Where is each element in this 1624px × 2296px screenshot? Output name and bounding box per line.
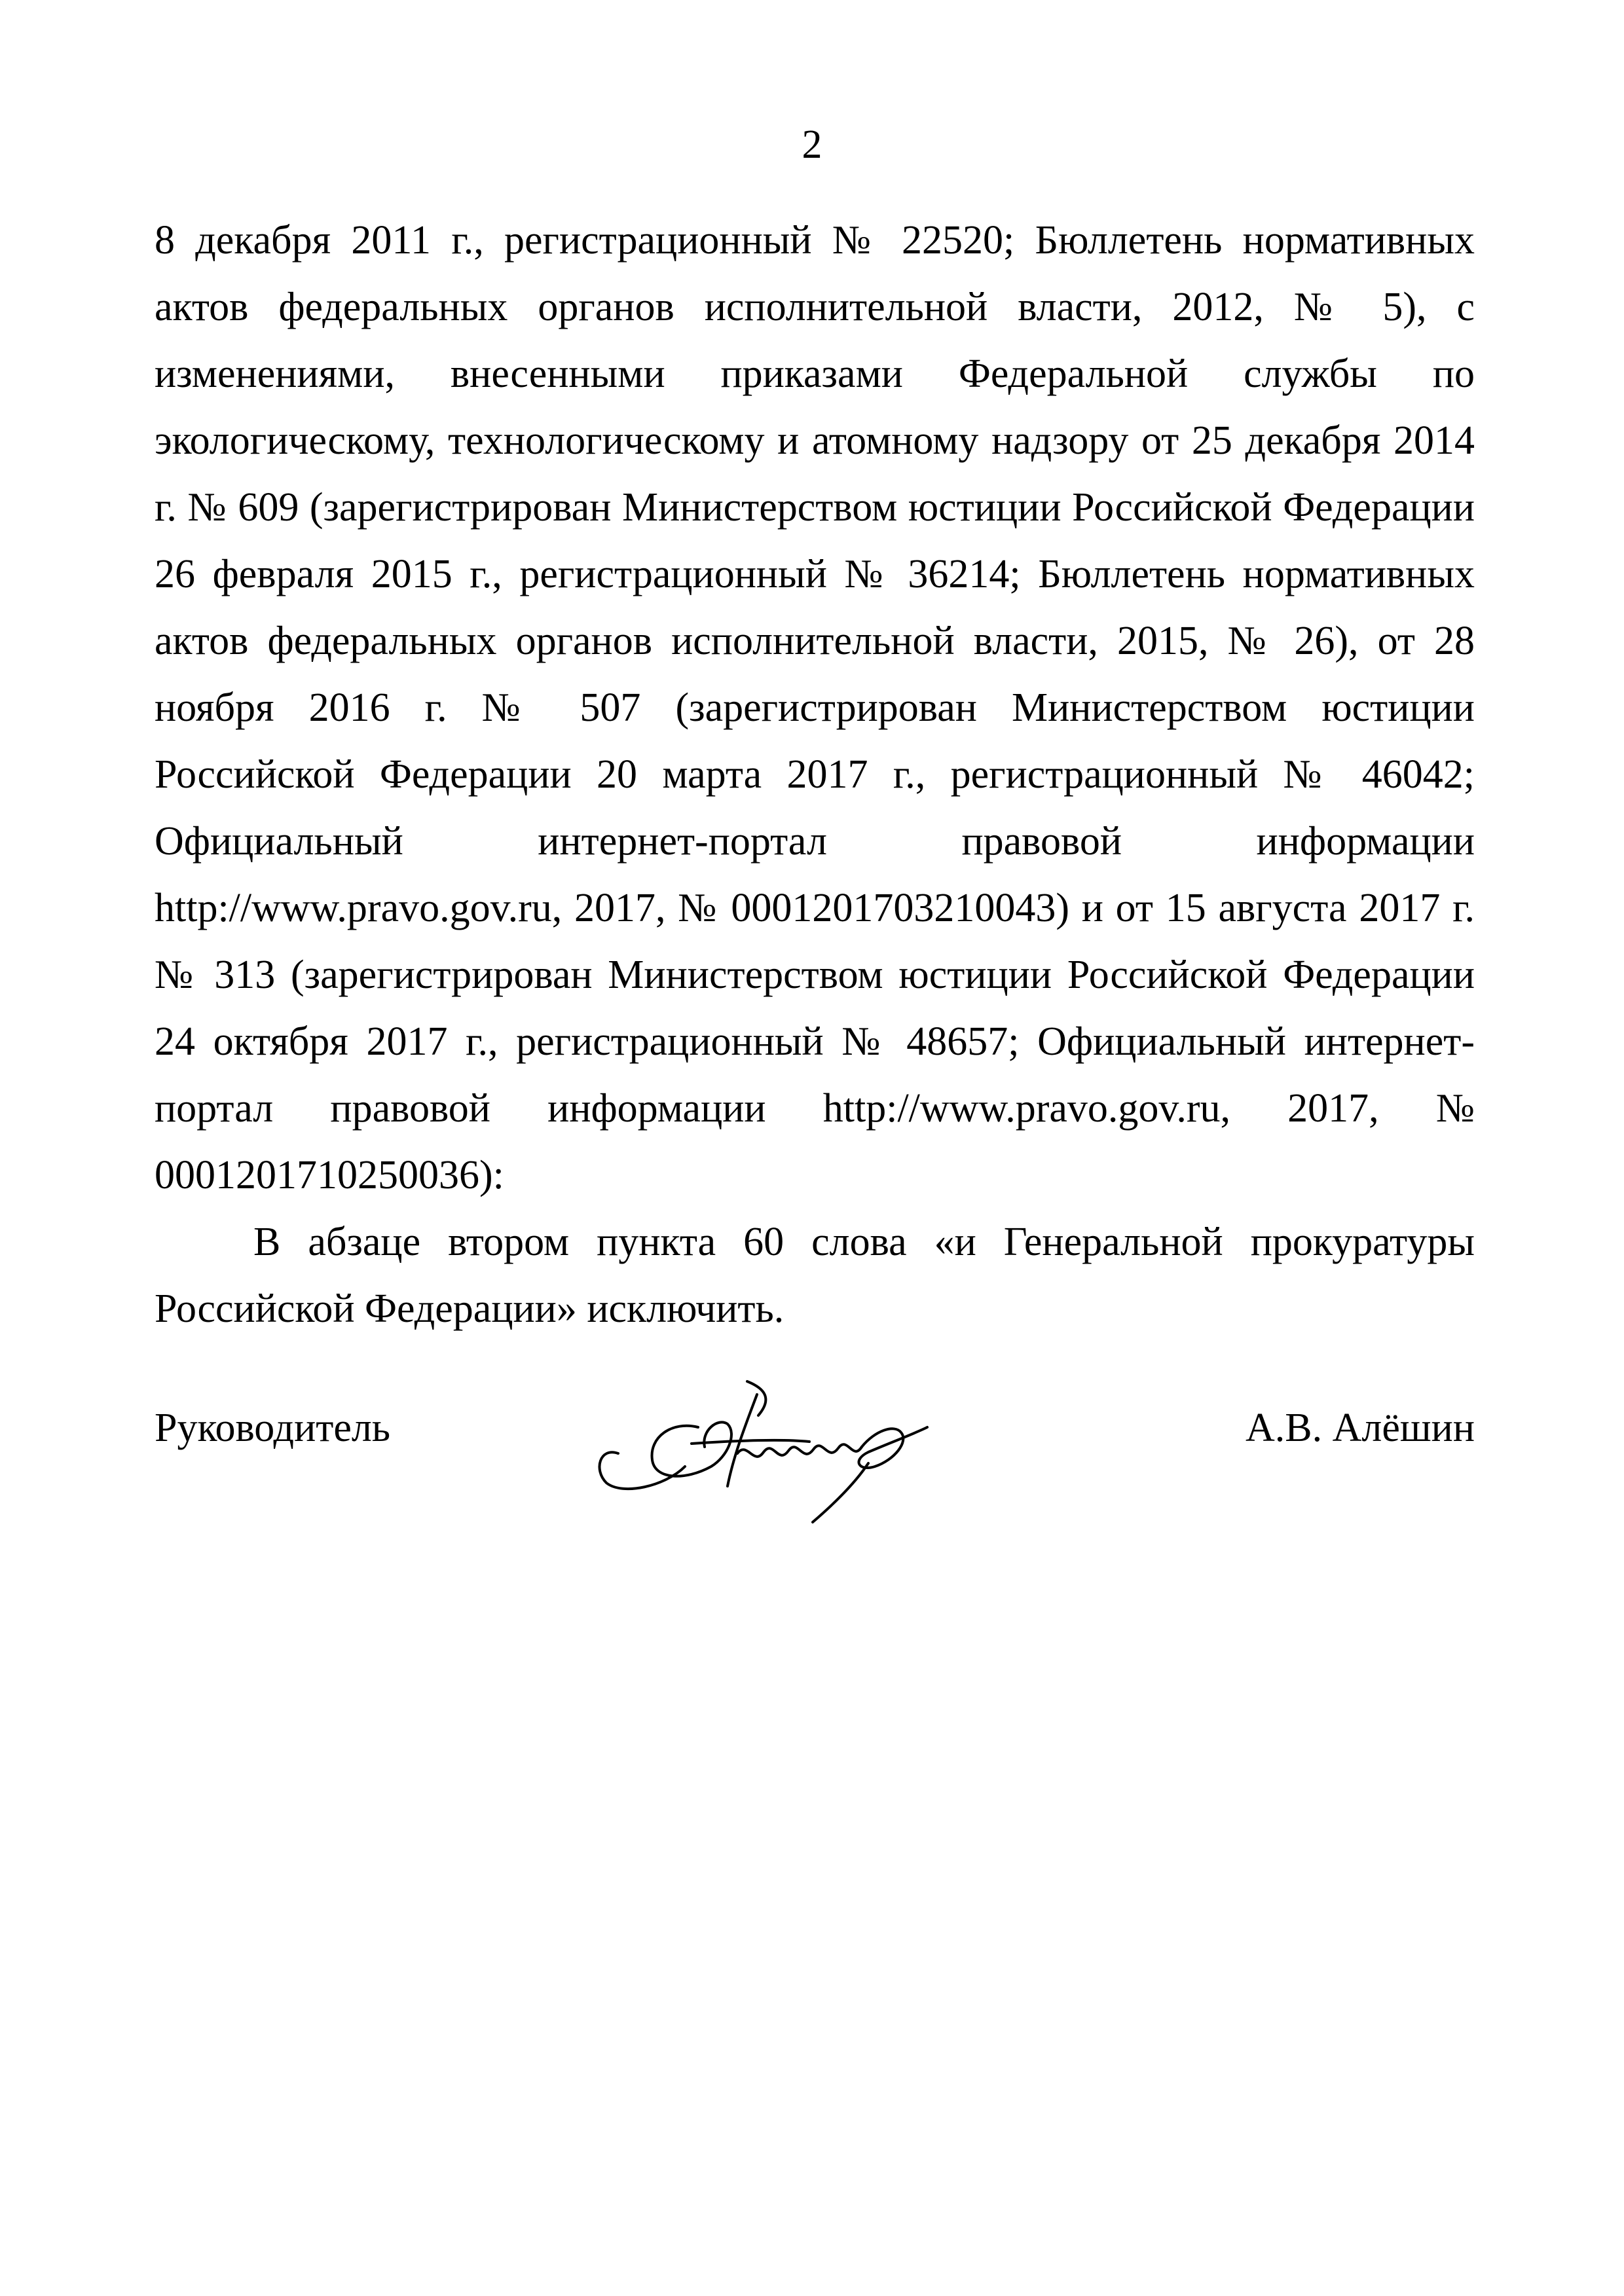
paragraph-amendments-list: 8 декабря 2011 г., регистрационный № 22520; Бюллетень нормативных актов федеральных органов исполнительной власти, 2012, № 5), с изменениями, внесенными приказами Федеральной службы по экологическому, технологическому и атомному надзору от 25 декабря 2014 г. № 609 (зарегистрирован Министерством юстиции Российской Федерации 26 февраля 2015 г., регистрационный № 36214; Бюллетень нормативных актов федеральных органов исполнительной власти, 2015, № 26), от 28 ноября 2016 г. № 507 (зарегистрирован Министерством юстиции Российской Федерации 20 марта 2017 г., регистрационный № 46042; Официальный интернет-портал правовой информации http://www.pravo.gov.ru, 2017, № 0001201703210043) и от 15 августа 2017 г. № 313 (зарегистрирован Министерством юстиции Российской Федерации 24 октября 2017 г., регистрационный № 48657; Официальный интернет-портал правовой информации http://www.pravo.gov.ru, 2017, № 0001201710250036): (155, 218, 1475, 1197)
document-body (155, 207, 1475, 1342)
signature-block (155, 1355, 1475, 1525)
signatory-name: А.В. Алёшин (1246, 1406, 1475, 1450)
paragraph-exclusion: В абзаце втором пункта 60 слова «и Генеральной прокуратуры Российской Федерации» исключить. (155, 1220, 1475, 1331)
page-number: 2 (802, 122, 822, 167)
signatory-position: Руководитель (155, 1406, 391, 1450)
handwritten-signature (587, 1355, 953, 1525)
